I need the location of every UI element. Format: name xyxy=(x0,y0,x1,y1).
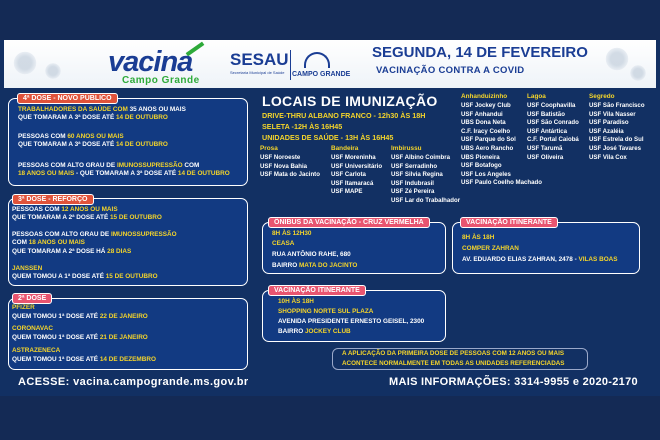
col-list-prosa xyxy=(260,154,320,180)
list-item: USF Mata do Jacinto xyxy=(260,171,320,179)
list-item: USF Itamaracá xyxy=(331,179,374,187)
list-item: USF José Tavares xyxy=(589,144,642,152)
prefeitura-logo: CAMPO GRANDE xyxy=(292,71,351,78)
itinerante2-place: SHOPPING NORTE SUL PLAZA xyxy=(278,308,374,315)
dose2-line5: ASTRAZENECA xyxy=(12,347,61,354)
tag-dose2: 2ª DOSE xyxy=(12,293,52,304)
list-item: USF Antártica xyxy=(527,127,568,135)
dose4-line3: PESSOAS COM 60 ANOS OU MAIS xyxy=(18,133,124,140)
onibus-address: RUA ANTÔNIO RAHE, 680 xyxy=(272,251,351,258)
dose4-line5: PESSOAS COM ALTO GRAU DE IMUNOSSUPRESSÃO COM xyxy=(18,162,200,169)
header-subtitle: VACINAÇÃO CONTRA A COVID xyxy=(376,65,525,76)
list-item: USF Vila Cox xyxy=(589,153,627,161)
dose3-line7: QUEM TOMOU A 1ª DOSE ATÉ 15 DE OUTUBRO xyxy=(12,273,158,280)
col-head-segredo: Segredo xyxy=(589,93,615,100)
header-date: SEGUNDA, 14 DE FEVEREIRO xyxy=(372,44,588,61)
itinerante1-hours: 8H ÀS 18H xyxy=(462,234,495,241)
dose4-line2: QUE TOMARAM A 3ª DOSE ATÉ 14 DE OUTUBRO xyxy=(18,114,168,121)
dose3-line6: JANSSEN xyxy=(12,265,43,272)
dose4-line1: TRABALHADORES DA SAÚDE COM 35 ANOS OU MAIS xyxy=(18,106,186,113)
bottom-band xyxy=(0,396,660,440)
list-item: USF São Francisco xyxy=(589,102,645,109)
list-item: USF Moreninha xyxy=(331,154,376,161)
list-item: USF Serradinho xyxy=(391,162,438,170)
list-item: USF Indubrasil xyxy=(391,179,434,187)
list-item: UBS Pioneira xyxy=(461,153,500,161)
col-head-imbirussu: Imbirussu xyxy=(391,145,422,152)
tag-onibus: ÔNIBUS DA VACINAÇÃO - CRUZ VERMELHA xyxy=(268,217,430,228)
list-item: USF Carlota xyxy=(331,171,366,179)
dose3-line1: PESSOAS COM 12 ANOS OU MAIS xyxy=(12,206,118,213)
col-head-lagoa: Lagoa xyxy=(527,93,546,100)
col-list-segredo xyxy=(589,102,645,162)
itinerante1-address: AV. EDUARDO ELIAS ZAHRAN, 2478 - VILAS BOAS xyxy=(462,256,618,263)
list-item: USF MAPE xyxy=(331,188,363,196)
itinerante1-place: COMPER ZAHRAN xyxy=(462,245,519,252)
list-item: USF Parque do Sol xyxy=(461,136,516,144)
list-item: C.F. Iracy Coelho xyxy=(461,127,511,135)
col-head-prosa: Prosa xyxy=(260,145,278,152)
list-item: USF Anhandui xyxy=(461,110,503,118)
dose3-line4: COM 18 ANOS OU MAIS xyxy=(12,239,85,246)
dose3-line5: QUE TOMARAM A 2ª DOSE HÁ 28 DIAS xyxy=(12,248,132,255)
onibus-hours: 8H ÀS 12H30 xyxy=(272,230,312,237)
dose3-line2: QUE TOMARAM A 2ª DOSE ATÉ 15 DE OUTUBRO xyxy=(12,214,162,221)
vacina-logo: vacina xyxy=(108,46,193,78)
footer-website: ACESSE: vacina.campogrande.ms.gov.br xyxy=(18,376,249,388)
tag-itinerante-2: VACINAÇÃO ITINERANTE xyxy=(268,285,366,296)
virus-icon xyxy=(604,46,630,72)
tag-itinerante-1: VACINAÇÃO ITINERANTE xyxy=(460,217,558,228)
locais-unidades: UNIDADES DE SAÚDE - 13H ÀS 16H45 xyxy=(262,133,394,142)
col-list-imbirussu xyxy=(391,154,460,206)
list-item: USF Zé Pereira xyxy=(391,188,435,196)
col-list-bandeira xyxy=(331,154,382,197)
list-item: USF Tarumã xyxy=(527,144,563,152)
col-head-anhanduizinho: Anhanduizinho xyxy=(461,93,508,100)
tag-dose4: 4ª DOSE - NOVO PÚBLICO xyxy=(17,93,118,104)
logo-divider xyxy=(290,50,291,80)
list-item: USF Universitário xyxy=(331,162,383,170)
sesau-logo: SESAU xyxy=(230,50,289,69)
dose2-line4: QUEM TOMOU 1ª DOSE ATÉ 21 DE JANEIRO xyxy=(12,334,148,341)
locais-drive: DRIVE-THRU ALBANO FRANCO - 12h30 ÀS 18H xyxy=(262,111,426,120)
onibus-bairro: BAIRRO MATA DO JACINTO xyxy=(272,262,358,269)
list-item: UBS Dona Neta xyxy=(461,119,506,127)
dose4-line4: QUE TOMARAM A 3ª DOSE ATÉ 14 DE OUTUBRO xyxy=(18,141,168,148)
list-item: USF Paulo Coelho Machado xyxy=(461,179,542,187)
tag-dose3: 3ª DOSE - REFORÇO xyxy=(12,194,94,205)
list-item: USF Noroeste xyxy=(260,154,301,161)
list-item: USF Nova Bahia xyxy=(260,162,308,170)
list-item: C.F. Portal Caiobá xyxy=(527,136,579,144)
itinerante2-bairro: BAIRRO JOCKEY CLUB xyxy=(278,328,351,335)
list-item: USF São Conrado xyxy=(527,119,579,127)
list-item: USF Batistão xyxy=(527,110,565,118)
footer-phones: MAIS INFORMAÇÕES: 3314-9955 e 2020-2170 xyxy=(389,376,638,388)
list-item: USF Azaléia xyxy=(589,127,624,135)
dose2-line2: QUEM TOMOU 1ª DOSE ATÉ 22 DE JANEIRO xyxy=(12,313,148,320)
col-head-bandeira: Bandeira xyxy=(331,145,359,152)
list-item: USF Silvia Regina xyxy=(391,171,443,179)
top-band xyxy=(0,0,660,40)
prefeitura-arch-icon xyxy=(304,52,330,68)
list-item: USF Coophavilla xyxy=(527,102,576,109)
info-line1: A APLICAÇÃO DA PRIMEIRA DOSE DE PESSOAS COM 12 ANOS OU MAIS xyxy=(342,350,565,357)
dose2-line1: PFIZER xyxy=(12,304,35,311)
virus-icon xyxy=(44,62,62,80)
dose2-line6: QUEM TOMOU 1ª DOSE ATÉ 14 DE DEZEMBRO xyxy=(12,356,156,363)
onibus-place: CEASA xyxy=(272,240,295,247)
col-list-lagoa xyxy=(527,102,579,162)
list-item: USF Estrela do Sul xyxy=(589,136,644,144)
dose4-line6: 18 ANOS OU MAIS - QUE TOMARAM A 3ª DOSE ATÉ 14 DE OUTUBRO xyxy=(18,170,230,177)
list-item: USF Vila Nasser xyxy=(589,110,636,118)
itinerante2-hours: 10H ÀS 18H xyxy=(278,298,314,305)
info-line2: ACONTECE NORMALMENTE EM TODAS AS UNIDADES REFERENCIADAS xyxy=(342,360,565,367)
locais-seleta: SELETA -12H ÀS 16H45 xyxy=(262,122,343,131)
list-item: USF Paradiso xyxy=(589,119,629,127)
sesau-logo-subtitle: Secretaria Municipal de Saúde xyxy=(230,70,285,75)
list-item: USF Lar do Trabalhador xyxy=(391,196,461,204)
dose3-line3: PESSOAS COM ALTO GRAU DE IMUNOSSUPRESSÃO xyxy=(12,231,177,238)
virus-icon xyxy=(12,50,38,76)
list-item: USF Oliveira xyxy=(527,153,564,161)
vacina-logo-subtitle: Campo Grande xyxy=(122,75,200,86)
list-item: UBS Aero Rancho xyxy=(461,144,514,152)
header xyxy=(4,40,656,88)
locais-title: LOCAIS DE IMUNIZAÇÃO xyxy=(262,93,438,109)
list-item: USF Jockey Club xyxy=(461,102,511,109)
virus-icon xyxy=(629,64,647,82)
list-item: USF Albino Coimbra xyxy=(391,154,451,161)
dose2-line3: CORONAVAC xyxy=(12,325,53,332)
itinerante2-address: AVENIDA PRESIDENTE ERNESTO GEISEL, 2300 xyxy=(278,318,425,325)
list-item: USF Botafogo xyxy=(461,162,502,170)
list-item: USF Los Angeles xyxy=(461,170,511,178)
